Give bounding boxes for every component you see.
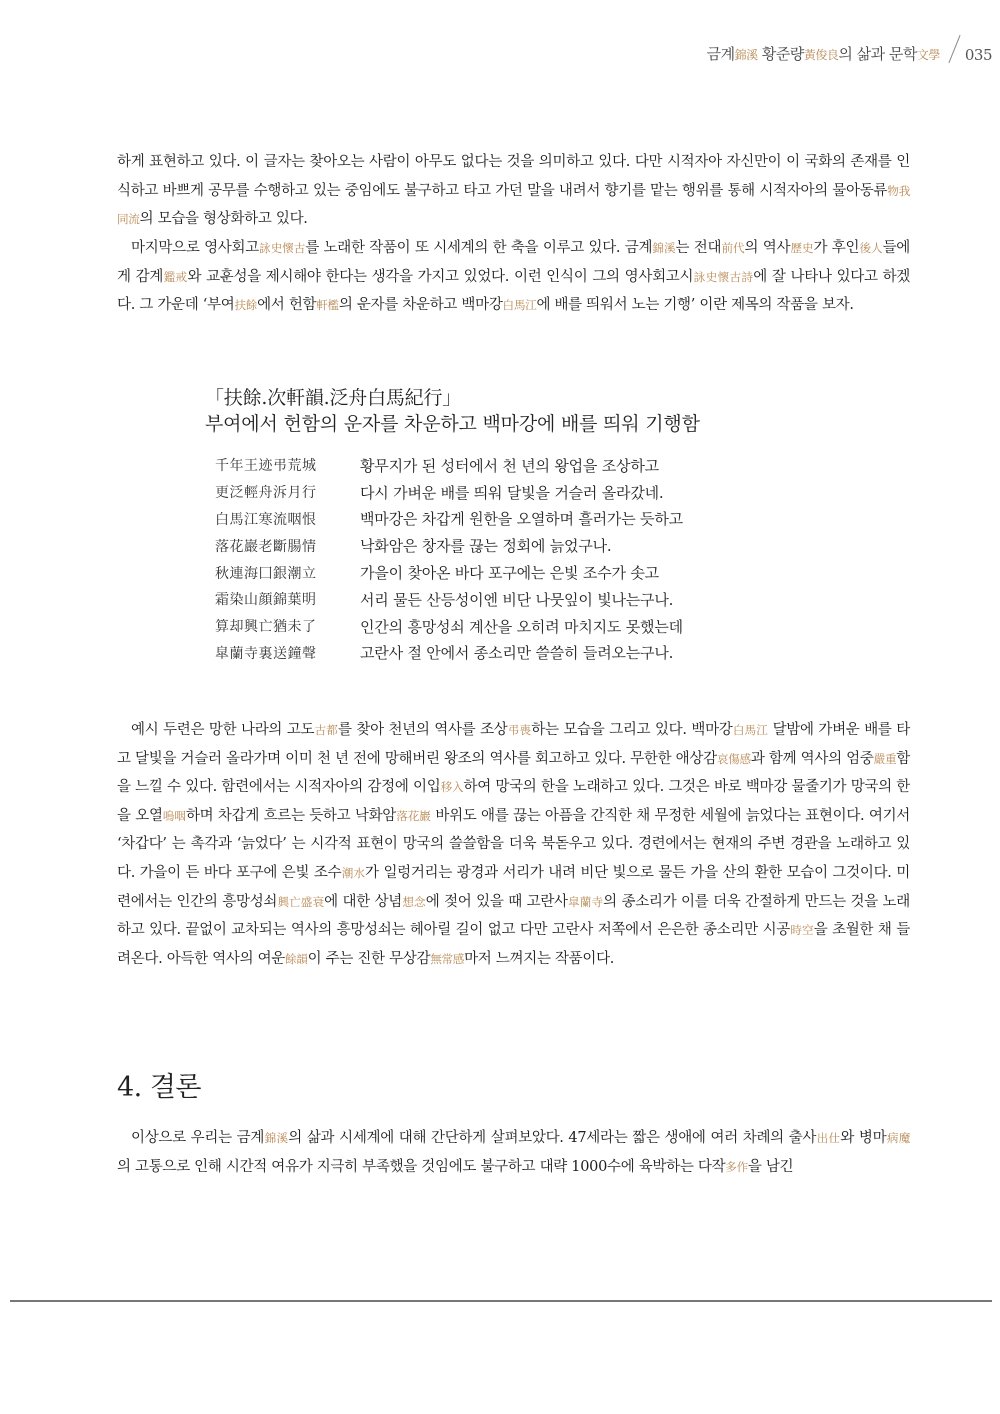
poem-line — [215, 586, 775, 613]
text-run: 에서 헌함 — [257, 297, 317, 314]
hanja-gloss: 潮水 — [341, 865, 366, 880]
poem-line-hanja: 霜染山顔錦葉明 — [215, 592, 317, 609]
text-run: 이 주는 진한 무상감 — [307, 950, 431, 967]
text-run: 과 함께 역사의 엄중 — [750, 750, 874, 767]
hanja-gloss: 詠史懷古詩 — [693, 269, 754, 284]
text-run: 하는 모습을 그리고 있다. 백마강 — [531, 722, 733, 738]
text-run: 예시 두련은 망한 나라의 고도 — [131, 722, 315, 738]
text-run: 마저 느껴지는 작품이다. — [464, 950, 615, 967]
text-run: 를 노래한 작품이 또 시세계의 한 축을 이루고 있다. 금계 — [305, 240, 653, 256]
text-run: 마지막으로 영사회고 — [131, 240, 259, 256]
text-run: 의 삶과 시세계에 대해 간단하게 살펴보았다. 47세라는 짧은 생애에 여러 차례의 출사 — [288, 1130, 817, 1146]
hanja-gloss: 古都 — [314, 723, 338, 737]
body-paragraph-3 — [117, 716, 910, 973]
text-run: 의 역사 — [744, 240, 791, 256]
hanja-gloss: 物我同流 — [117, 183, 910, 227]
poem-line-hanja: 秋連海囗銀潮立 — [215, 565, 317, 582]
text-run: 함을 느낄 수 있다. 함련에서는 시적자아의 감정에 이입 — [117, 750, 910, 796]
poem-line-hanja: 千年王迹弔荒城 — [215, 458, 317, 475]
text-run: 에 잘 나타나 있다고 하겠다. 그 가운데 ‘부여 — [117, 268, 911, 314]
text-run: 의 모습을 형상화하고 있다. — [139, 211, 308, 228]
running-header-title — [707, 43, 940, 64]
header-hanja-gloss: 黃俊良 — [803, 48, 839, 62]
page-bottom-rule — [10, 1300, 992, 1302]
hanja-gloss: 歷史 — [790, 241, 814, 255]
header-hanja-gloss: 文學 — [916, 48, 940, 62]
poem-line — [215, 613, 775, 640]
text-run: 달밤에 가벼운 배를 타고 달빛을 거슬러 올라가며 이미 천 년 전에 망해버린 왕조의 역사를 회고하고 있다. 무한한 애상감 — [117, 722, 910, 767]
body-paragraph-2 — [117, 234, 910, 320]
poem-line-hanja: 落花巖老斷腸情 — [215, 538, 317, 555]
text-run: 바위도 애를 끊는 아픔을 간직한 채 무정한 세월에 늙었다는 표현이다. 여기서 ‘차갑다’ 는 촉각과 ‘늙었다’ 는 시각적 표현이 망국의 쓸쓸함을 더욱 북돋우고 있다. 경련에서는 현재의 주변 경관을 노래하고 있다. 가을이 든 바다 포구에 은빛 조수 — [117, 807, 910, 881]
poem-title — [205, 385, 700, 437]
running-header — [707, 36, 992, 64]
hanja-gloss: 嚴重 — [873, 751, 897, 766]
text-run: 에 대한 상념 — [324, 893, 403, 910]
hanja-gloss: 前代 — [721, 241, 745, 255]
poem-line — [215, 506, 775, 533]
poem-line-hanja: 白馬江寒流咽恨 — [215, 511, 317, 528]
header-text: 의 삶과 문학 — [838, 45, 917, 63]
header-hanja-gloss: 錦溪 — [734, 48, 758, 62]
body-paragraph-1 — [117, 148, 910, 234]
poem-line-hanja: 皐蘭寺裏送鐘聲 — [215, 645, 317, 662]
hanja-gloss: 病魔 — [886, 1131, 911, 1145]
text-run: 들에게 감계 — [117, 240, 910, 285]
text-run: 을 남긴 — [747, 1158, 794, 1175]
header-divider — [948, 35, 960, 63]
hanja-gloss: 皐蘭寺 — [567, 894, 604, 909]
hanja-gloss: 興亡盛衰 — [277, 894, 325, 909]
hanja-gloss: 出仕 — [816, 1131, 841, 1145]
text-run: 와 병마 — [840, 1130, 887, 1146]
hanja-gloss: 哀傷感 — [716, 751, 751, 766]
text-run: 의 종소리가 이를 더욱 간절하게 만드는 것을 노래하고 있다. 끝없이 교차되는 역사의 흥망성쇠는 헤아릴 길이 없고 다만 고란사 저쪽에서 은은한 종소리만 시공 — [117, 893, 910, 939]
hanja-gloss: 扶餘 — [234, 298, 258, 313]
page-number: 035 — [964, 46, 992, 64]
hanja-gloss: 白馬江 — [502, 298, 537, 313]
hanja-gloss: 詠史懷古 — [258, 241, 306, 255]
hanja-gloss: 後人 — [859, 241, 883, 255]
poem-line — [215, 452, 775, 479]
hanja-gloss: 無常感 — [430, 951, 465, 966]
text-run: 의 고통으로 인해 시간적 여유가 지극히 부족했을 것임에도 불구하고 대략 1000수에 육박하는 다작 — [117, 1158, 726, 1175]
text-run: 에 배를 띄워서 노는 기행’ 이란 제목의 작품을 보자. — [536, 297, 854, 314]
hanja-gloss: 嗚咽 — [162, 808, 186, 823]
section-heading: 4. 결론 — [117, 1072, 202, 1103]
hanja-gloss: 白馬江 — [732, 723, 768, 737]
hanja-gloss: 落花巖 — [396, 808, 431, 823]
text-run: 를 찾아 천년의 역사를 조상 — [337, 722, 508, 738]
header-text: 황준량 — [757, 45, 804, 63]
poem-line — [215, 532, 775, 559]
poem-line-korean: 다시 가벼운 배를 띄워 달빛을 거슬러 올라갔네. — [360, 483, 664, 502]
text-run: 가 후인 — [813, 240, 860, 256]
text-run: 을 초월한 채 들려온다. 아득한 역사의 여운 — [117, 922, 910, 967]
text-run: 와 교훈성을 제시해야 한다는 생각을 가지고 있었다. 이런 인식이 그의 영사회고시 — [187, 268, 694, 285]
text-run: 하여 망국의 한을 노래하고 있다. 그것은 바로 백마강 물줄기가 망국의 한을 오열 — [117, 779, 911, 824]
hanja-gloss: 錦溪 — [264, 1131, 289, 1145]
hanja-gloss: 多作 — [725, 1159, 748, 1174]
hanja-gloss: 時空 — [789, 923, 814, 938]
poem-line-hanja: 更泛輕舟泝月行 — [215, 485, 317, 502]
poem-line-korean: 가을이 찾아온 바다 포구에는 은빛 조수가 솟고 — [360, 564, 659, 583]
poem-line — [215, 640, 775, 667]
poem-line-korean: 황무지가 된 성터에서 천 년의 왕업을 조상하고 — [360, 456, 659, 475]
text-run: 하며 차갑게 흐르는 듯하고 낙화암 — [185, 807, 397, 824]
poem-line — [215, 559, 775, 586]
hanja-gloss: 錦溪 — [652, 241, 676, 255]
hanja-gloss: 餘韻 — [285, 951, 308, 966]
poem-line-korean: 서리 물든 산등성이엔 비단 나뭇잎이 빛나는구나. — [360, 590, 674, 609]
poem-title-hanja: 「扶餘.次軒韻.泛舟白馬紀行」 — [205, 387, 462, 409]
text-run: 가 일렁거리는 광경과 서리가 내려 비단 빛으로 물든 가을 산의 환한 모습이 그것이다. 미련에서는 인간의 흥망성쇠 — [117, 864, 911, 910]
text-run: 이상으로 우리는 금계 — [131, 1130, 265, 1146]
poem-line — [215, 479, 775, 506]
hanja-gloss: 鑑戒 — [163, 269, 188, 284]
hanja-gloss: 移入 — [440, 780, 464, 795]
poem-line-korean: 백마강은 차갑게 원한을 오열하며 흘러가는 듯하고 — [360, 510, 683, 529]
poem-line-korean: 인간의 흥망성쇠 계산을 오히려 마치지도 못했는데 — [360, 617, 683, 636]
text-run: 는 전대 — [675, 240, 722, 256]
body-paragraph-4 — [117, 1124, 910, 1181]
hanja-gloss: 想念 — [402, 894, 426, 909]
poem-line-korean: 낙화암은 창자를 끊는 정회에 늙었구나. — [360, 537, 612, 556]
poem-title-korean: 부여에서 헌함의 운자를 차운하고 백마강에 배를 띄워 기행함 — [205, 413, 700, 435]
hanja-gloss: 軒檻 — [316, 298, 339, 313]
poem-line-korean: 고란사 절 안에서 종소리만 쓸쓸히 들려오는구나. — [360, 644, 674, 663]
text-run: 하게 표현하고 있다. 이 글자는 찾아오는 사람이 아무도 없다는 것을 의미하고 있다. 다만 시적자아 자신만이 이 국화의 존재를 인식하고 바쁘게 공무를 수행하고 있는 중임에도 불구하고 타고 가던 말을 내려서 향기를 맡는 행위를 통해 시적자아의 물아동류 — [117, 154, 910, 199]
text-run: 에 젖어 있을 때 고란사 — [425, 893, 568, 910]
poem-line-hanja: 算却興亡猶未了 — [215, 619, 317, 636]
poem-block — [215, 452, 775, 666]
hanja-gloss: 弔喪 — [507, 723, 532, 737]
text-run: 의 운자를 차운하고 백마강 — [338, 297, 503, 314]
header-text: 금계 — [706, 45, 735, 63]
